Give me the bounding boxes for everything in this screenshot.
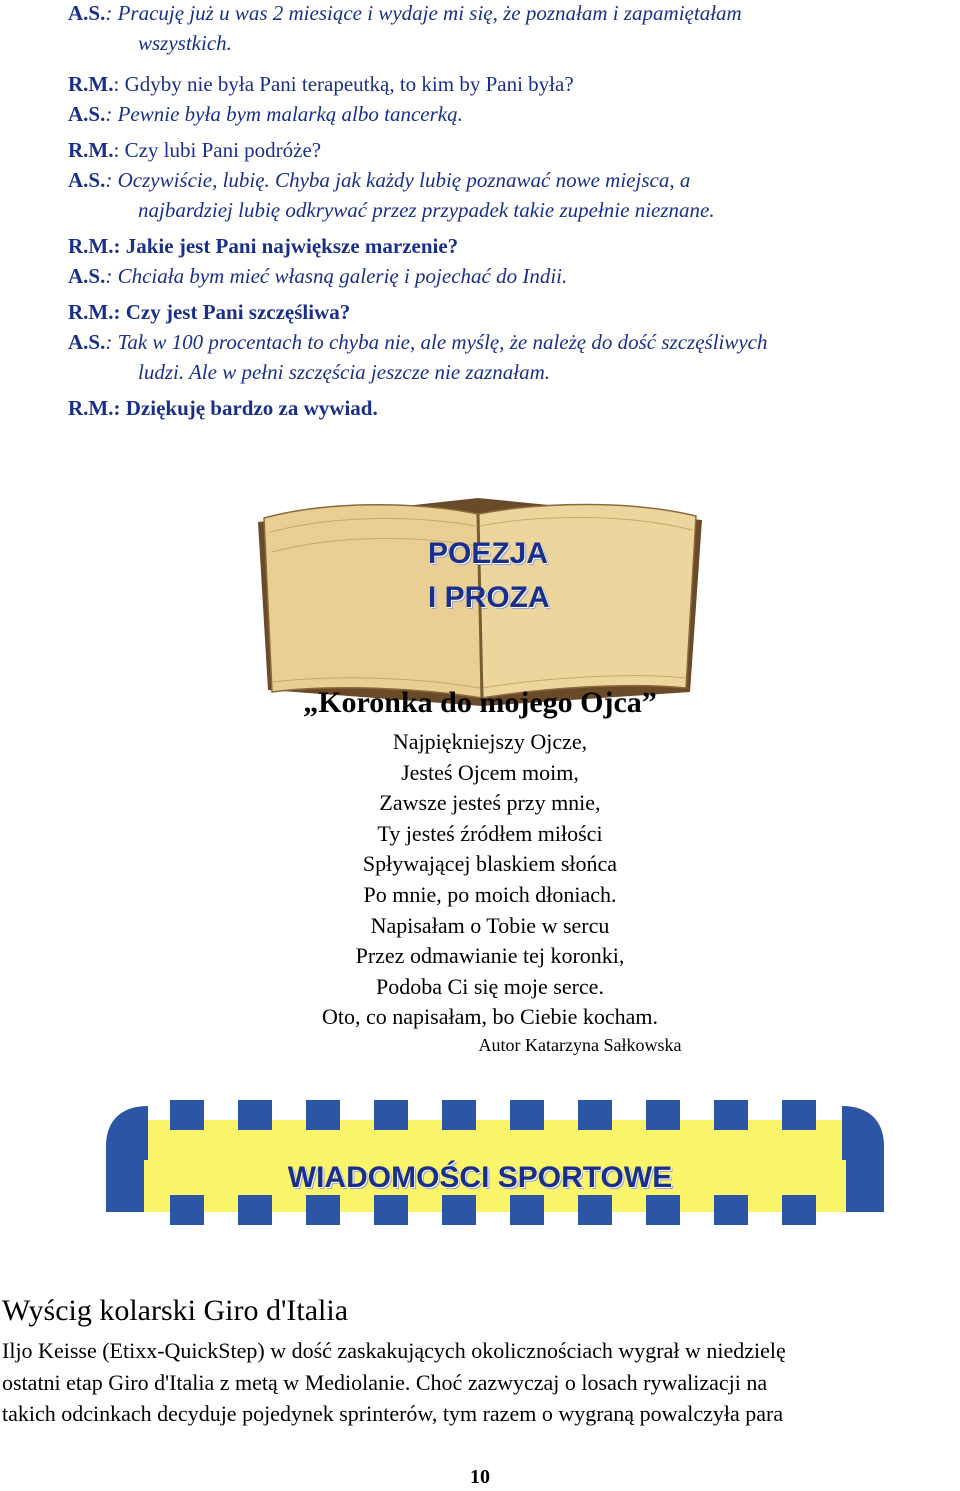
interview-line: R.M.: Czy jest Pani szczęśliwa? — [68, 300, 351, 324]
interview-line: A.S.: Tak w 100 procentach to chyba nie, ale myślę, że należę do dość szczęśliwych — [68, 330, 768, 354]
poem-line: Zawsze jesteś przy mnie, — [379, 790, 601, 816]
interview-line: R.M.: Czy lubi Pani podróże? — [68, 138, 322, 162]
poem-line: Podoba Ci się moje serce. — [376, 973, 604, 999]
article-line: takich odcinkach decyduje pojedynek sprinterów, tym razem o wygraną powalczyła para — [2, 1401, 784, 1427]
book-title: POEZJA I PROZA — [428, 537, 550, 614]
poem-line: Najpiękniejszy Ojcze, — [392, 729, 588, 754]
poem-line: Jesteś Ojcem moim, — [401, 759, 579, 785]
poem-title: „Koronka do mojego Ojca” — [303, 686, 657, 719]
poem-line: Po mnie, po moich dłoniach. — [363, 881, 617, 907]
interview-line: najbardziej lubię odkrywać przez przypadek takie zupełnie nieznane. — [138, 198, 715, 222]
interview-line: A.S.: Pracuję już u was 2 miesiące i wydaje mi się, że poznałam i zapamiętałam — [68, 1, 742, 25]
article-line: Iljo Keisse (Etixx-QuickStep) w dość zaskakujących okolicznościach wygrał w niedzielę — [2, 1338, 786, 1363]
interview-line: R.M.: Jakie jest Pani największe marzenie? — [68, 234, 459, 258]
article-body — [2, 1335, 958, 1430]
poem-line: Spływającej blaskiem słońca — [362, 851, 618, 877]
interview-line: A.S.: Oczywiście, lubię. Chyba jak każdy lubię poznawać nowe miejsca, a — [68, 168, 691, 192]
poem-line: Oto, co napisałam, bo Ciebie kocham. — [321, 1004, 659, 1030]
poem-line: Napisałam o Tobie w sercu — [370, 912, 610, 938]
interview-line: R.M.: Gdyby nie była Pani terapeutką, to kim by Pani była? — [68, 72, 574, 96]
interview-line: A.S.: Pewnie była bym malarką albo tancerką. — [68, 102, 463, 126]
page-number: 10 — [470, 1466, 490, 1488]
sports-banner-title: WIADOMOŚCI SPORTOWE — [287, 1161, 673, 1194]
article-title: Wyścig kolarski Giro d'Italia — [2, 1294, 349, 1327]
interview-line: wszystkich. — [138, 31, 232, 55]
open-book-illustration — [250, 492, 710, 707]
interview-line: ludzi. Ale w pełni szczęścia jeszcze nie zaznałam. — [138, 360, 550, 384]
poem-author: Autor Katarzyna Sałkowska — [478, 1035, 682, 1055]
poem-line: Przez odmawianie tej koronki, — [355, 943, 625, 969]
article-line: ostatni etap Giro d'Italia z metą w Mediolanie. Choć zazwyczaj o losach rywalizacji na — [2, 1369, 768, 1395]
poem-body — [0, 727, 960, 1033]
interview-line: A.S.: Chciała bym mieć własną galerię i pojechać do Indii. — [68, 264, 568, 288]
poem-line: Ty jesteś źródłem miłości — [377, 820, 603, 846]
interview-block — [68, 0, 958, 423]
interview-line: R.M.: Dziękuję bardzo za wywiad. — [68, 396, 378, 420]
